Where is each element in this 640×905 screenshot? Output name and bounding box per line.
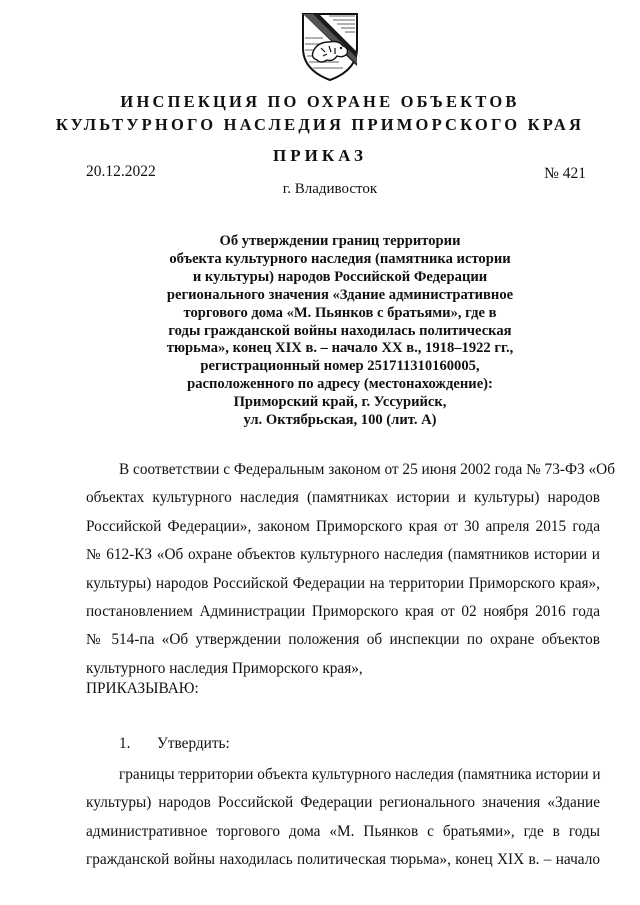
- paragraph-line: В соответствии с Федеральным законом от 25 июня 2002 года № 73-ФЗ «Об: [119, 461, 615, 478]
- paragraph-line: культурного наследия Приморского края»,: [86, 659, 363, 677]
- order-word: ПРИКАЗЫВАЮ:: [86, 680, 199, 697]
- preamble-paragraph: [86, 456, 615, 683]
- subject-line: ул. Октябрьская, 100 (лит. А): [243, 412, 437, 429]
- paragraph-line: № 514-па «Об утверждении положения об инспекции по охране объектов: [86, 631, 600, 649]
- subject-line: торгового дома «М. Пьянков с братьями», где в: [183, 304, 497, 321]
- item-text: Утвердить:: [157, 735, 230, 752]
- paragraph-line: объектах культурного наследия (памятниках истории и культуры) народов: [86, 489, 600, 507]
- subject-line: Об утверждении границ территории: [219, 233, 461, 249]
- primorsky-krai-coat-of-arms-icon: [299, 8, 361, 82]
- subject-line: Приморский край, г. Уссурийск,: [233, 394, 447, 411]
- agency-name-line2: КУЛЬТУРНОГО НАСЛЕДИЯ ПРИМОРСКОГО КРАЯ: [55, 115, 585, 134]
- paragraph-line: границы территории объекта культурного наследия (памятника истории и: [119, 766, 601, 783]
- paragraph-line: № 612-КЗ «Об охране объектов культурного наследия (памятников истории и: [86, 546, 600, 564]
- subject-line: тюрьма», конец XIX в. – начало XX в., 1918–1922 гг.,: [166, 340, 514, 357]
- paragraph-line: культуры) народов Российской Федерации на территории Приморского края»,: [86, 574, 600, 592]
- paragraph-line: гражданской войны находилась политическая тюрьма», конец XIX в. – начало: [86, 851, 600, 869]
- agency-name-line1: ИНСПЕКЦИЯ ПО ОХРАНЕ ОБЪЕКТОВ: [120, 92, 520, 111]
- paragraph-line: культуры) народов Российской Федерации регионального значения «Здание: [86, 794, 600, 812]
- list-item: [119, 735, 230, 753]
- paragraph-line: постановлением Администрации Приморского края от 02 ноября 2016 года: [86, 603, 600, 621]
- subject-line: регистрационный номер 251711310160005,: [200, 358, 480, 375]
- subject-line: годы гражданской войны находилась политическая: [168, 322, 512, 339]
- subject-line: объекта культурного наследия (памятника истории: [169, 250, 511, 267]
- document-city: г. Владивосток: [282, 181, 378, 197]
- paragraph-line: административное торгового дома «М. Пьянков с братьями», где в годы: [86, 822, 600, 840]
- subject-line: и культуры) народов Российской Федерации: [192, 268, 488, 285]
- subject-line: регионального значения «Здание административное: [166, 286, 514, 303]
- item-number: 1.: [119, 735, 131, 752]
- item-paragraph: [86, 761, 600, 875]
- paragraph-line: Российской Федерации», законом Приморского края от 30 апреля 2015 года: [86, 517, 600, 535]
- document-type: ПРИКАЗ: [273, 146, 367, 165]
- document-subject: [120, 233, 560, 430]
- document-date: 20.12.2022: [86, 163, 156, 180]
- subject-line: расположенного по адресу (местонахождение):: [187, 376, 493, 393]
- document-number: № 421: [544, 165, 586, 182]
